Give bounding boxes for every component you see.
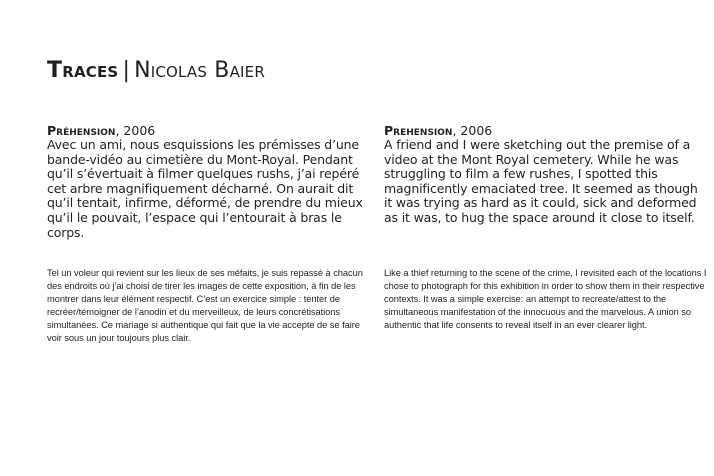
artist-name: Nicolas Baier	[134, 58, 265, 83]
french-work-year: , 2006	[115, 123, 156, 138]
french-work-description: Avec un ami, nous esquissions les prémisses d’une bande-vidéo au cimetière du Mont-Royal. Pendant qu’il s’évertuait à filmer quelques rushs, j’ai repéré cet arbre magnifiquement décharné. On aurait dit qu’il tentait, infirme, déformé, de prendre du mieux qu’il le pouvait, l’espace qui l’entourait à bras le corps.	[47, 137, 363, 240]
french-statement-section	[47, 267, 377, 346]
english-work-description: A friend and I were sketching out the premise of a video at the Mont Royal cemetery. While he was struggling to film a few rushes, I spotted this magnificently emaciated tree. It seemed as though it was trying as hard as it could, sick and deformed as it was, to hug the space around it close to itself.	[384, 137, 698, 225]
title-separator: |	[122, 58, 131, 83]
french-statement: Tel un voleur qui revient sur les lieux de ses méfaits, je suis repassé à chacun des endroits où j’ai choisi de tirer les images de cette exposition, à fin de les montrer dans leur élément respectif. C’est un exercice simple : tenter de recréer/témoigner de l’anodin et du merveilleux, de leurs concrétisations simultanées. Ce mariage si authentique qui fait que la vie accepte de se faire voir sous un jour toujours plus clair.	[47, 268, 363, 344]
page-title	[47, 58, 265, 84]
english-work-title: Prehension	[384, 123, 453, 138]
english-statement: Like a thief returning to the scene of the crime, I revisited each of the locations I chose to photograph for this exhibition in order to show them in their respective contexts. It was a simple exercise: an attempt to recreate/attest to the simultaneous manifestation of the innocuous and the marvelous. A union so authentic that life consents to reveal itself in an ever clearer light.	[384, 268, 707, 331]
french-work-title: Préhension	[47, 123, 116, 138]
french-work-section	[47, 124, 377, 240]
english-work-heading	[384, 124, 709, 138]
exhibition-title: Traces	[47, 58, 119, 83]
english-work-year: , 2006	[452, 123, 493, 138]
french-work-heading	[47, 124, 377, 138]
english-work-section	[384, 124, 709, 226]
english-statement-section	[384, 267, 709, 332]
